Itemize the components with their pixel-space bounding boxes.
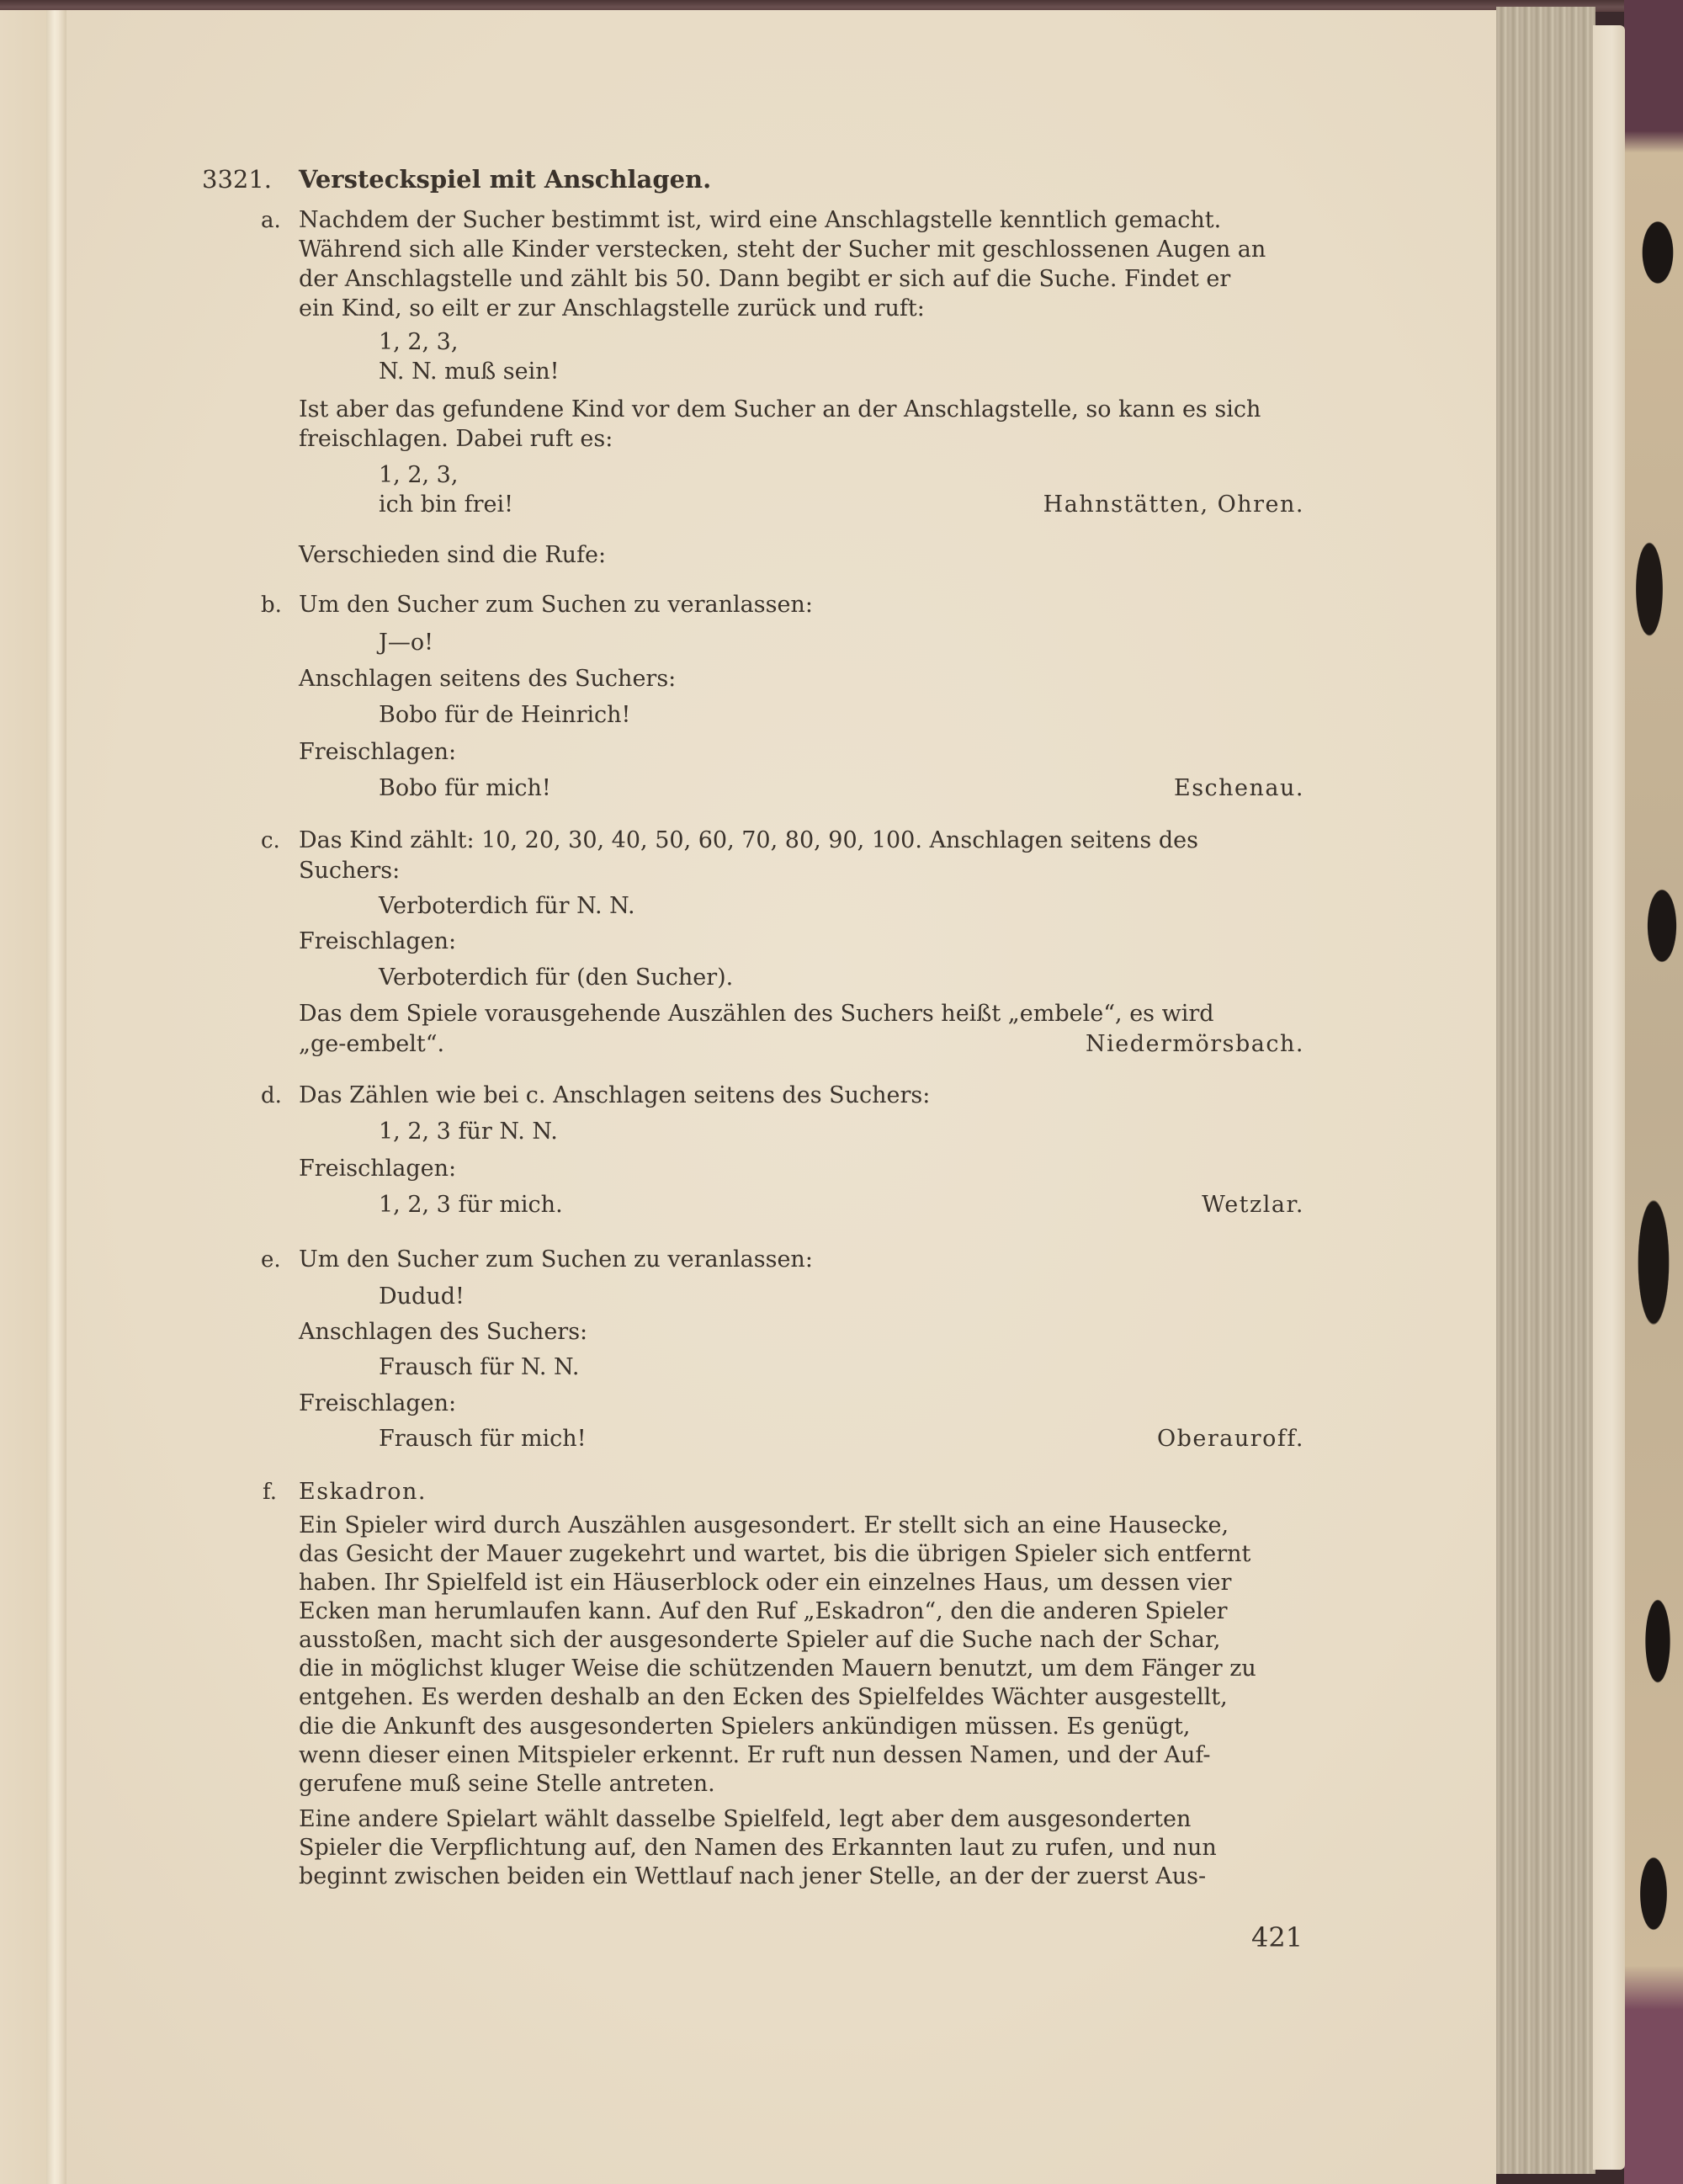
section-f-line: gerufene muß seine Stelle antreten. (299, 1771, 715, 1797)
section-c-note: Das dem Spiele vorausgehende Auszählen des Suchers heißt „embele“, es wird (299, 1001, 1214, 1027)
section-a-place: Hahnstätten, Ohren. (1043, 492, 1304, 518)
section-f-marker: f. (263, 1480, 277, 1505)
spine-gutter (46, 10, 66, 2184)
page-fore-edge (1593, 25, 1625, 2170)
section-a-call: 1, 2, 3, (379, 329, 459, 355)
section-b-intro: Um den Sucher zum Suchen zu veranlassen: (299, 592, 813, 618)
section-f-line: Ein Spieler wird durch Auszählen ausgesondert. Er stellt sich an eine Hausecke, (299, 1512, 1229, 1538)
section-a-call: 1, 2, 3, (379, 462, 459, 488)
section-e-call: Frausch für N. N. (379, 1354, 580, 1380)
section-f-heading: Eskadron. (299, 1479, 427, 1505)
section-d-intro: Das Zählen wie bei c. Anschlagen seitens des Suchers: (299, 1082, 931, 1108)
section-f-line: haben. Ihr Spielfeld ist ein Häuserblock oder ein einzelnes Haus, um dessen vier (299, 1570, 1232, 1596)
section-a-line: ein Kind, so eilt er zur Anschlagstelle zurück und ruft: (299, 295, 925, 321)
section-a-call: ich bin frei! (379, 492, 513, 518)
section-e-label: Anschlagen des Suchers: (299, 1319, 588, 1345)
section-c-line: Suchers: (299, 858, 401, 884)
section-e-intro: Um den Sucher zum Suchen zu veranlassen: (299, 1246, 813, 1273)
section-c-label: Freischlagen: (299, 928, 457, 954)
section-a-line: freischlagen. Dabei ruft es: (299, 426, 613, 452)
section-c-call: Verboterdich für N. N. (379, 893, 635, 919)
section-c-line: Das Kind zählt: 10, 20, 30, 40, 50, 60, 70, 80, 90, 100. Anschlagen seitens des (299, 827, 1198, 853)
section-c-marker: c. (261, 828, 280, 853)
section-d-call: 1, 2, 3 für N. N. (379, 1119, 558, 1145)
entry-title: Versteckspiel mit Anschlagen. (299, 165, 712, 194)
section-a-line: Während sich alle Kinder verstecken, steht der Sucher mit geschlossenen Augen an (299, 236, 1266, 263)
entry-number: 3321. (202, 165, 273, 194)
section-c-call: Verboterdich für (den Sucher). (379, 964, 734, 991)
section-b-label: Anschlagen seitens des Suchers: (299, 666, 677, 692)
section-b-marker: b. (261, 592, 282, 618)
section-d-label: Freischlagen: (299, 1156, 457, 1182)
section-e-call: Frausch für mich! (379, 1426, 587, 1452)
section-b-label: Freischlagen: (299, 739, 457, 765)
section-a-line: Ist aber das gefundene Kind vor dem Sucher an der Anschlagstelle, so kann es sich (299, 396, 1261, 422)
section-b-call: J—o! (379, 630, 433, 656)
section-e-call: Dudud! (379, 1283, 465, 1310)
section-f-line: Eine andere Spielart wählt dasselbe Spielfeld, legt aber dem ausgesonderten (299, 1806, 1192, 1832)
book-cover-right (1624, 0, 1683, 2184)
section-b-place: Eschenau. (1173, 775, 1304, 801)
section-f-line: entgehen. Es werden deshalb an den Ecken des Spielfeldes Wächter ausgestellt, (299, 1684, 1228, 1710)
section-d-call: 1, 2, 3 für mich. (379, 1192, 563, 1218)
section-e-label: Freischlagen: (299, 1390, 457, 1416)
page-stack-edge (1496, 7, 1595, 2174)
section-f-line: die die Ankunft des ausgesonderten Spielers ankündigen müssen. Es genügt, (299, 1714, 1191, 1740)
section-d-place: Wetzlar. (1202, 1192, 1304, 1218)
section-f-line: wenn dieser einen Mitspieler erkennt. Er ruft nun dessen Namen, und der Auf- (299, 1742, 1211, 1768)
section-a-variants-intro: Verschieden sind die Rufe: (299, 542, 607, 568)
section-a-line: der Anschlagstelle und zählt bis 50. Dann begibt er sich auf die Suche. Findet er (299, 266, 1231, 292)
section-d-marker: d. (261, 1083, 282, 1108)
previous-page-strip (0, 10, 46, 2184)
section-c-note: „ge-embelt“. (299, 1031, 445, 1057)
section-f-line: beginnt zwischen beiden ein Wettlauf nach jener Stelle, an der der zuerst Aus- (299, 1863, 1207, 1889)
section-a-line: Nachdem der Sucher bestimmt ist, wird eine Anschlagstelle kenntlich gemacht. (299, 207, 1222, 233)
section-a-call: N. N. muß sein! (379, 359, 560, 385)
section-f-line: Ecken man herumlaufen kann. Auf den Ruf „Eskadron“, den die anderen Spieler (299, 1598, 1228, 1624)
section-f-line: Spieler die Verpflichtung auf, den Namen des Erkannten laut zu rufen, und nun (299, 1835, 1217, 1861)
section-f-line: das Gesicht der Mauer zugekehrt und wartet, bis die übrigen Spieler sich entfernt (299, 1541, 1251, 1567)
section-f-line: die in möglichst kluger Weise die schützenden Mauern benutzt, um dem Fänger zu (299, 1655, 1256, 1682)
section-b-call: Bobo für mich! (379, 775, 551, 801)
section-b-call: Bobo für de Heinrich! (379, 702, 631, 728)
section-e-marker: e. (261, 1247, 281, 1273)
section-f-line: ausstoßen, macht sich der ausgesonderte Spieler auf die Suche nach der Schar, (299, 1627, 1221, 1653)
section-e-place: Oberauroff. (1156, 1426, 1304, 1452)
section-a-marker: a. (261, 208, 281, 233)
page-number: 421 (1251, 1921, 1303, 1953)
section-c-place: Niedermörsbach. (1085, 1031, 1304, 1057)
